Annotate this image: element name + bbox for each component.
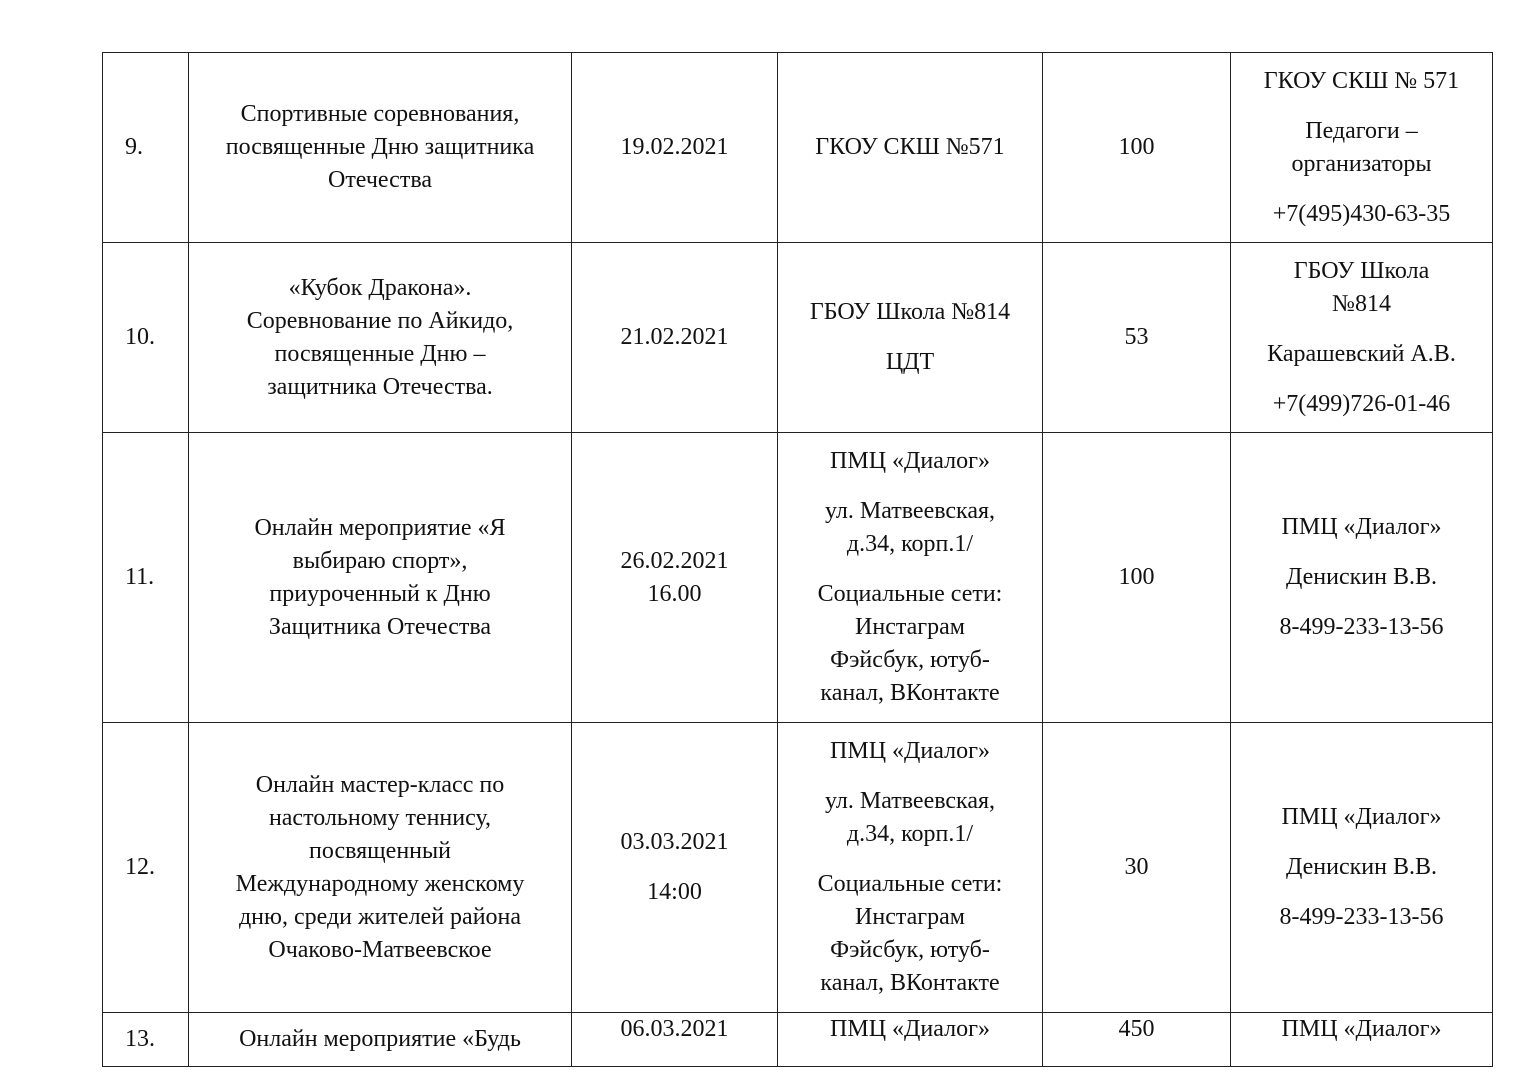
event-place-paragraph xyxy=(786,296,1034,329)
responsible-contact-line: +7(495)430-63-35 xyxy=(1272,200,1451,227)
event-title-line: Спортивные соревнования, xyxy=(240,101,520,127)
table-row xyxy=(103,723,1493,1013)
event-title-line: Международному женскому xyxy=(235,870,525,897)
event-place-paragraph xyxy=(786,1013,1034,1046)
event-title-line: Очаково-Матвеевское xyxy=(268,936,492,963)
responsible-contact xyxy=(1231,433,1493,723)
event-title-line: Соревнование по Айкидо, xyxy=(246,307,514,334)
event-title xyxy=(189,243,572,433)
event-title xyxy=(189,433,572,723)
table-row xyxy=(103,243,1493,433)
event-place-line: ГКОУ СКШ №571 xyxy=(815,134,1005,160)
responsible-contact-paragraph xyxy=(1239,851,1484,884)
table-row xyxy=(103,433,1493,723)
responsible-contact-line: Карашевский А.В. xyxy=(1267,340,1456,367)
responsible-contact-paragraph xyxy=(1239,561,1484,594)
responsible-contact-line: 8-499-233-13-56 xyxy=(1279,904,1444,930)
responsible-contact-line: ГКОУ СКШ № 571 xyxy=(1263,67,1460,94)
event-date xyxy=(572,723,778,1013)
event-place-paragraph xyxy=(786,868,1034,1000)
participants-count: 100 xyxy=(1043,53,1231,243)
responsible-contact-line: Денискин В.В. xyxy=(1285,564,1438,590)
event-place-line: ПМЦ «Диалог» xyxy=(830,738,990,764)
event-title-line: защитника Отечества. xyxy=(267,373,493,400)
responsible-contact-line: 8-499-233-13-56 xyxy=(1279,614,1444,640)
participants-count: 30 xyxy=(1043,723,1231,1013)
responsible-contact-line: №814 xyxy=(1332,290,1391,317)
event-place xyxy=(778,53,1043,243)
event-place-paragraph xyxy=(786,495,1034,561)
event-place-line: д.34, корп.1/ xyxy=(846,531,974,557)
row-number: 10. xyxy=(103,243,189,433)
event-date xyxy=(572,1013,778,1067)
event-place-line: Инстаграм xyxy=(855,614,965,640)
event-place-line: Фэйсбук, ютуб- xyxy=(830,647,990,673)
event-place xyxy=(778,243,1043,433)
responsible-contact-line: Денискин В.В. xyxy=(1285,854,1438,880)
event-title xyxy=(189,1013,572,1067)
responsible-contact-line: ПМЦ «Диалог» xyxy=(1281,514,1442,540)
event-title xyxy=(189,723,572,1013)
event-place xyxy=(778,723,1043,1013)
responsible-contact-paragraph xyxy=(1239,115,1484,181)
events-table-page xyxy=(102,52,1493,1067)
event-date xyxy=(572,243,778,433)
responsible-contact-line: ПМЦ «Диалог» xyxy=(1281,1016,1442,1042)
row-number: 9. xyxy=(103,53,189,243)
event-title-line: приуроченный к Дню xyxy=(269,580,491,607)
event-date-line: 19.02.2021 xyxy=(620,134,729,160)
event-place-paragraph xyxy=(786,131,1034,164)
event-place-line: Фэйсбук, ютуб- xyxy=(830,937,990,963)
event-title-line: Онлайн мероприятие «Будь xyxy=(239,1026,521,1052)
participants-count: 100 xyxy=(1043,433,1231,723)
event-title-line: Онлайн мероприятие «Я xyxy=(254,514,506,541)
event-place-paragraph xyxy=(786,785,1034,851)
event-place-paragraph xyxy=(786,578,1034,710)
responsible-contact-line: ПМЦ «Диалог» xyxy=(1281,804,1442,830)
event-title-line: посвященные Дню защитника xyxy=(225,134,535,160)
event-place-paragraph xyxy=(786,445,1034,478)
responsible-contact xyxy=(1231,53,1493,243)
event-place-line: Социальные сети: xyxy=(817,871,1003,897)
event-title-line: посвященный xyxy=(309,837,451,864)
event-place-line: д.34, корп.1/ xyxy=(846,821,974,847)
responsible-contact-line: ГБОУ Школа xyxy=(1293,257,1430,284)
event-title-line: настольному теннису, xyxy=(268,804,492,831)
responsible-contact-paragraph xyxy=(1239,338,1484,371)
event-title-line: дню, среди жителей района xyxy=(238,903,522,930)
event-place-paragraph xyxy=(786,346,1034,379)
participants-count: 450 xyxy=(1043,1013,1231,1067)
event-title-line: «Кубок Дракона». xyxy=(288,274,472,301)
table-row xyxy=(103,53,1493,243)
event-place-line: ул. Матвеевская, xyxy=(824,498,996,524)
responsible-contact-paragraph xyxy=(1239,511,1484,544)
responsible-contact-line: +7(499)726-01-46 xyxy=(1272,390,1451,417)
responsible-contact-paragraph xyxy=(1239,901,1484,934)
event-place-line: канал, ВКонтакте xyxy=(820,680,1000,706)
event-place xyxy=(778,433,1043,723)
event-place-line: ПМЦ «Диалог» xyxy=(830,448,990,474)
responsible-contact-paragraph xyxy=(1239,1013,1484,1046)
row-number: 11. xyxy=(103,433,189,723)
events-table-body xyxy=(103,53,1493,1067)
responsible-contact-paragraph xyxy=(1239,255,1484,321)
event-date-line: 06.03.2021 xyxy=(620,1016,729,1042)
event-date-line: 16.00 xyxy=(647,580,702,607)
event-place-line: Социальные сети: xyxy=(817,581,1003,607)
table-row xyxy=(103,1013,1493,1067)
event-date xyxy=(572,53,778,243)
events-table xyxy=(102,52,1493,1067)
event-place-line: ГБОУ Школа №814 xyxy=(809,299,1011,325)
responsible-contact xyxy=(1231,1013,1493,1067)
event-place-line: Инстаграм xyxy=(855,904,965,930)
responsible-contact-line: организаторы xyxy=(1291,150,1432,177)
event-place-line: ул. Матвеевская, xyxy=(824,788,996,814)
event-date-line: 14:00 xyxy=(647,879,702,905)
event-date-line: 03.03.2021 xyxy=(620,829,729,855)
responsible-contact xyxy=(1231,243,1493,433)
event-place-paragraph xyxy=(786,735,1034,768)
event-date-line: 26.02.2021 xyxy=(620,547,729,574)
event-title-line: Отечества xyxy=(327,167,432,193)
event-place-line: ЦДТ xyxy=(885,349,935,375)
responsible-contact-paragraph xyxy=(1239,198,1484,231)
event-title-line: выбираю спорт», xyxy=(292,547,468,574)
responsible-contact-paragraph xyxy=(1239,388,1484,421)
event-place-line: ПМЦ «Диалог» xyxy=(830,1016,990,1042)
event-place-line: канал, ВКонтакте xyxy=(820,970,1000,996)
event-title-line: Защитника Отечества xyxy=(268,613,492,640)
responsible-contact-paragraph xyxy=(1239,611,1484,644)
row-number: 13. xyxy=(103,1013,189,1067)
event-place xyxy=(778,1013,1043,1067)
event-title xyxy=(189,53,572,243)
event-title-line: Онлайн мастер-класс по xyxy=(255,771,505,798)
responsible-contact-paragraph xyxy=(1239,65,1484,98)
event-date xyxy=(572,433,778,723)
event-title-line: посвященные Дню – xyxy=(274,340,486,367)
row-number: 12. xyxy=(103,723,189,1013)
responsible-contact-line: Педагоги – xyxy=(1305,117,1418,144)
event-date-line: 21.02.2021 xyxy=(620,324,729,350)
responsible-contact xyxy=(1231,723,1493,1013)
responsible-contact-paragraph xyxy=(1239,801,1484,834)
participants-count: 53 xyxy=(1043,243,1231,433)
